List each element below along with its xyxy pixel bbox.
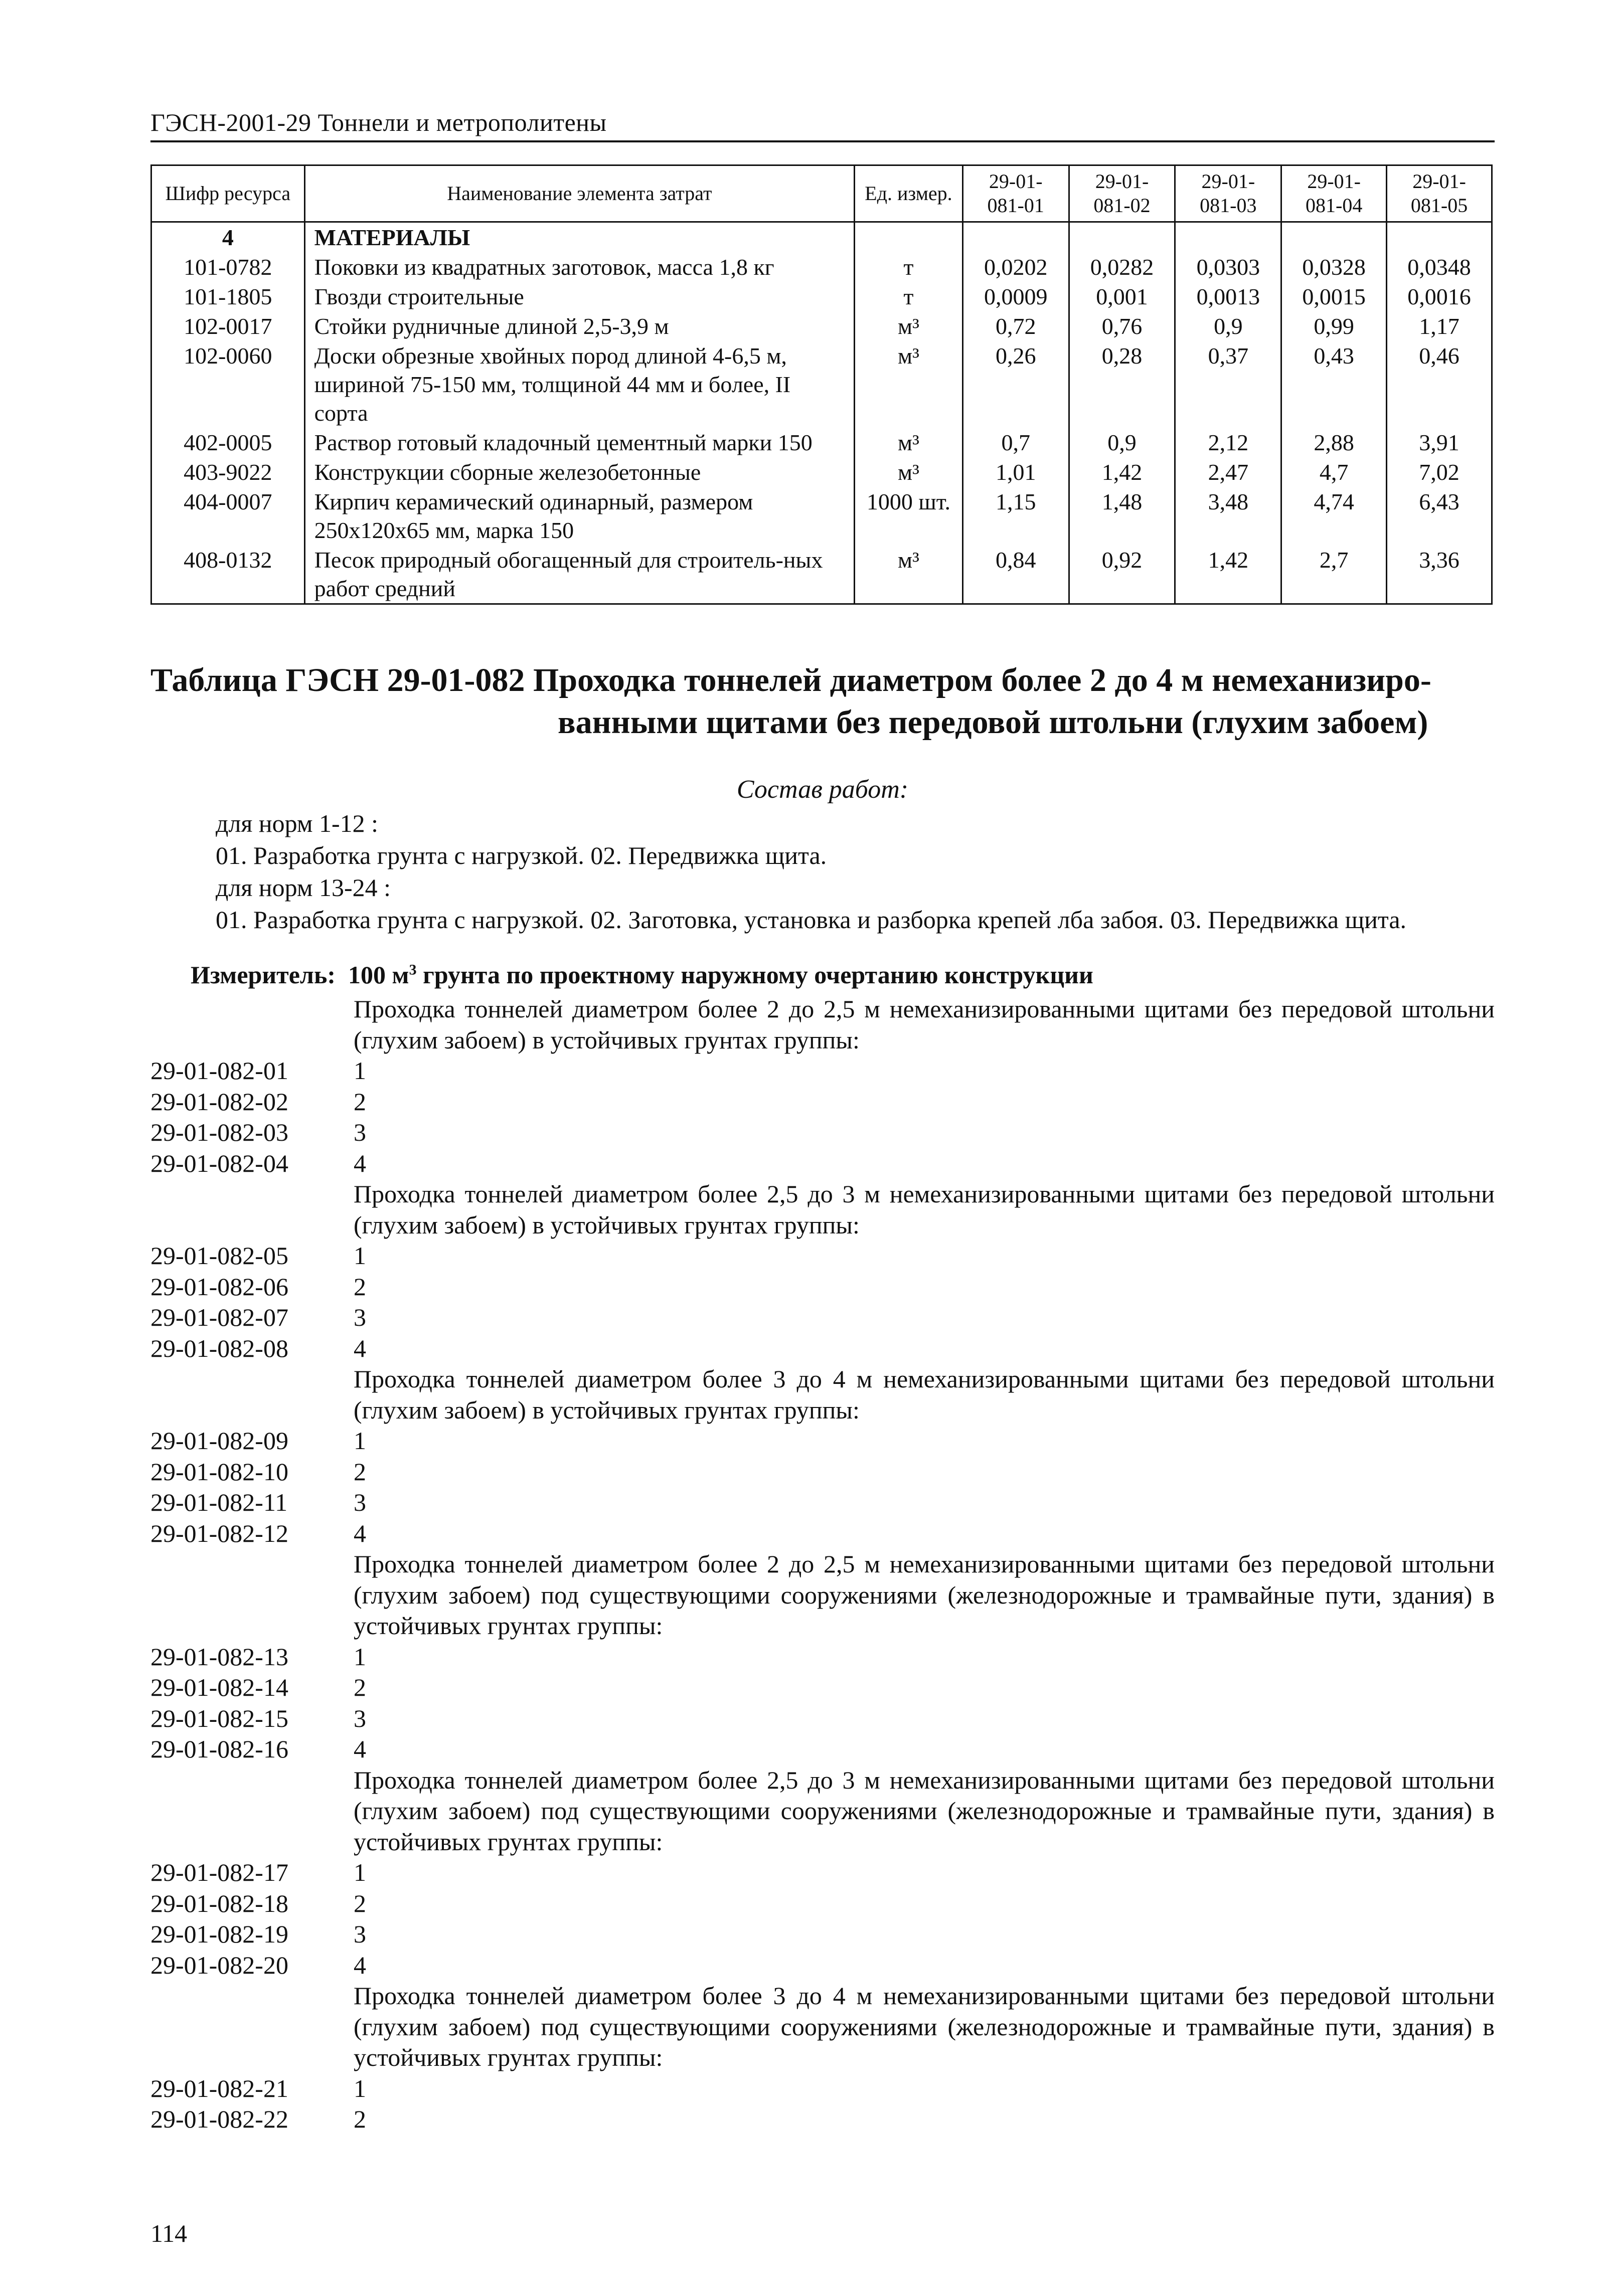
norm-value: 0,72	[962, 311, 1069, 341]
norm-group-description: Проходка тоннелей диаметром более 2 до 2,5 м немеханизированными щитами без передовой штольни (глухим забоем) под существующими сооружениями (железнодорожные и трамвайные пути, здания) в устойчивых грунтах группы:	[354, 1550, 1495, 1640]
soil-group-number: 4	[354, 1519, 366, 1547]
norm-row	[150, 1117, 1495, 1148]
norm-code: 29-01-082-13	[150, 1642, 288, 1671]
norm-row	[150, 1241, 1495, 1272]
soil-group-number: 1	[354, 2074, 366, 2102]
norm-row	[150, 1857, 1495, 1888]
norm-group-description: Проходка тоннелей диаметром более 3 до 4 м немеханизированными щитами без передовой штольни (глухим забоем) под существующими сооружениями (железнодорожные и трамвайные пути, здания) в устойчивых грунтах группы:	[354, 1982, 1495, 2071]
running-header: ГЭСН-2001-29 Тоннели и метрополитены	[150, 108, 607, 136]
norm-row	[150, 2104, 1495, 2135]
meter-exponent: 3	[409, 961, 417, 978]
resource-name: Гвозди строительные	[304, 282, 854, 311]
norm-value: 0,9	[1175, 311, 1281, 341]
norm-value: 3,48	[1175, 487, 1281, 545]
soil-group-number: 1	[354, 1642, 366, 1671]
norm-value: 2,7	[1281, 545, 1387, 604]
norm-value: 1,01	[962, 457, 1069, 487]
norm-group-description: Проходка тоннелей диаметром более 2,5 до 3 м немеханизированными щитами без передовой штольни (глухим забоем) в устойчивых грунтах группы:	[354, 1180, 1495, 1239]
norms-1-12-ops: 01. Разработка грунта с нагрузкой. 02. Передвижка щита.	[216, 841, 827, 869]
header-rule	[150, 140, 1495, 142]
norm-row	[150, 2073, 1495, 2104]
norm-row	[150, 1672, 1495, 1703]
section-row	[151, 222, 1492, 253]
norm-value: 4,74	[1281, 487, 1387, 545]
norm-code: 29-01-082-21	[150, 2074, 288, 2102]
soil-group-number: 1	[354, 1242, 366, 1270]
resource-table	[150, 164, 1493, 605]
soil-group-number: 3	[354, 1118, 366, 1146]
soil-group-number: 3	[354, 1303, 366, 1331]
meter-label: Измеритель:	[191, 961, 336, 989]
norm-row	[150, 1734, 1495, 1765]
table-body	[151, 222, 1492, 604]
table-row	[151, 457, 1492, 487]
work-composition	[150, 807, 1495, 936]
soil-group-number: 2	[354, 2105, 366, 2133]
norm-value: 0,76	[1069, 311, 1175, 341]
norm-value: 2,47	[1175, 457, 1281, 487]
page-number: 114	[150, 2219, 188, 2247]
norm-value: 7,02	[1387, 457, 1492, 487]
norm-code: 29-01-082-16	[150, 1735, 288, 1763]
table-title-line1: Таблица ГЭСН 29-01-082 Проходка тоннелей диаметром более 2 до 4 м немеханизиро-	[150, 662, 1431, 698]
norm-value: 0,99	[1281, 311, 1387, 341]
resource-code: 102-0017	[151, 311, 305, 341]
resource-name: Песок природный обогащенный для строитель-ных работ средний	[304, 545, 854, 604]
resource-name: Кирпич керамический одинарный, размером 250х120х65 мм, марка 150	[304, 487, 854, 545]
col-header-norm: 29-01- 081-01	[962, 165, 1069, 222]
soil-group-number: 4	[354, 1149, 366, 1177]
table-row	[151, 282, 1492, 311]
norm-value: 0,001	[1069, 282, 1175, 311]
soil-group-number: 3	[354, 1488, 366, 1516]
table-row	[151, 252, 1492, 282]
norm-value: 0,9	[1069, 428, 1175, 457]
norm-code: 29-01-082-02	[150, 1087, 288, 1116]
norm-row	[150, 1457, 1495, 1488]
norm-value: 1,15	[962, 487, 1069, 545]
norm-code: 29-01-082-07	[150, 1303, 288, 1331]
norm-value: 0,37	[1175, 341, 1281, 428]
norm-code: 29-01-082-20	[150, 1951, 288, 1979]
table-row	[151, 311, 1492, 341]
soil-group-number: 4	[354, 1735, 366, 1763]
norm-code: 29-01-082-14	[150, 1673, 288, 1701]
soil-group-number: 1	[354, 1056, 366, 1085]
norm-group-description: Проходка тоннелей диаметром более 2,5 до 3 м немеханизированными щитами без передовой штольни (глухим забоем) под существующими сооружениями (железнодорожные и трамвайные пути, здания) в устойчивых грунтах группы:	[354, 1765, 1495, 1856]
soil-group-number: 3	[354, 1920, 366, 1948]
norm-row	[150, 1333, 1495, 1364]
norm-row	[150, 1087, 1495, 1118]
norm-row	[150, 1703, 1495, 1734]
resource-unit: м³	[855, 341, 963, 428]
resource-name: Раствор готовый кладочный цементный марки 150	[304, 428, 854, 457]
norm-row	[150, 1302, 1495, 1333]
table-row	[151, 487, 1492, 545]
norm-code: 29-01-082-04	[150, 1149, 288, 1177]
norm-row	[150, 1272, 1495, 1303]
soil-group-number: 1	[354, 1858, 366, 1886]
norm-value: 1,17	[1387, 311, 1492, 341]
norm-code: 29-01-082-05	[150, 1242, 288, 1270]
section-name: МАТЕРИАЛЫ	[304, 222, 854, 253]
resource-unit: 1000 шт.	[855, 487, 963, 545]
norm-value: 0,0282	[1069, 252, 1175, 282]
norm-row	[150, 1148, 1495, 1179]
table-header-row	[151, 165, 1492, 222]
norms-1-12-label: для норм 1-12 :	[216, 809, 379, 837]
norm-value: 0,0348	[1387, 252, 1492, 282]
norm-value: 0,84	[962, 545, 1069, 604]
norm-code: 29-01-082-17	[150, 1858, 288, 1886]
norm-value: 3,36	[1387, 545, 1492, 604]
resource-name: Доски обрезные хвойных пород длиной 4-6,5 м, шириной 75-150 мм, толщиной 44 мм и более, II сорта	[304, 341, 854, 428]
norm-row	[150, 1487, 1495, 1518]
resource-unit: м³	[855, 545, 963, 604]
norm-code: 29-01-082-09	[150, 1427, 288, 1455]
resource-code: 404-0007	[151, 487, 305, 545]
resource-unit: м³	[855, 428, 963, 457]
resource-name: Поковки из квадратных заготовок, масса 1,8 кг	[304, 252, 854, 282]
norm-code: 29-01-082-06	[150, 1272, 288, 1301]
soil-group-number: 2	[354, 1673, 366, 1701]
meter-value: 100 м	[348, 961, 409, 989]
norm-value: 0,26	[962, 341, 1069, 428]
resource-unit: т	[855, 282, 963, 311]
norm-value: 0,0303	[1175, 252, 1281, 282]
norm-value: 6,43	[1387, 487, 1492, 545]
norm-row	[150, 1642, 1495, 1673]
norm-row	[150, 1919, 1495, 1950]
soil-group-number: 2	[354, 1087, 366, 1116]
resource-name: Конструкции сборные железобетонные	[304, 457, 854, 487]
soil-group-number: 2	[354, 1272, 366, 1301]
table-row	[151, 428, 1492, 457]
norm-code: 29-01-082-15	[150, 1704, 288, 1732]
norm-value: 1,48	[1069, 487, 1175, 545]
soil-group-number: 2	[354, 1457, 366, 1486]
norm-code: 29-01-082-08	[150, 1334, 288, 1362]
norm-value: 0,0328	[1281, 252, 1387, 282]
norm-code: 29-01-082-01	[150, 1056, 288, 1085]
norm-value: 0,0015	[1281, 282, 1387, 311]
norm-row	[150, 1518, 1495, 1549]
resource-unit: т	[855, 252, 963, 282]
measurement-unit	[191, 960, 1093, 989]
norm-code: 29-01-082-12	[150, 1519, 288, 1547]
norm-value: 4,7	[1281, 457, 1387, 487]
resource-code: 402-0005	[151, 428, 305, 457]
norm-value: 3,91	[1387, 428, 1492, 457]
norms-13-24-ops: 01. Разработка грунта с нагрузкой. 02. Заготовка, установка и разборка крепей лба забоя. 03. Передвижка щита.	[216, 906, 1407, 934]
norm-value: 0,0202	[962, 252, 1069, 282]
norm-value: 0,43	[1281, 341, 1387, 428]
soil-group-number: 3	[354, 1704, 366, 1732]
norm-value: 1,42	[1069, 457, 1175, 487]
norm-list	[150, 994, 1495, 2135]
composition-title: Состав работ:	[736, 775, 909, 804]
norm-value: 0,92	[1069, 545, 1175, 604]
resource-name: Стойки рудничные длиной 2,5-3,9 м	[304, 311, 854, 341]
norm-code: 29-01-082-19	[150, 1920, 288, 1948]
resource-code: 403-9022	[151, 457, 305, 487]
norm-code: 29-01-082-11	[150, 1488, 288, 1516]
norm-value: 1,42	[1175, 545, 1281, 604]
norm-group-description: Проходка тоннелей диаметром более 3 до 4 м немеханизированными щитами без передовой штольни (глухим забоем) в устойчивых грунтах группы:	[354, 1365, 1495, 1424]
col-header-unit: Ед. измер.	[855, 165, 963, 222]
soil-group-number: 4	[354, 1951, 366, 1979]
resource-code: 101-1805	[151, 282, 305, 311]
norm-value: 0,46	[1387, 341, 1492, 428]
soil-group-number: 1	[354, 1427, 366, 1455]
col-header-code: Шифр ресурса	[151, 165, 305, 222]
norm-code: 29-01-082-22	[150, 2105, 288, 2133]
norm-row	[150, 1888, 1495, 1919]
norm-row	[150, 1426, 1495, 1457]
col-header-norm: 29-01- 081-02	[1069, 165, 1175, 222]
meter-description: грунта по проектному наружному очертанию конструкции	[416, 961, 1093, 989]
norm-value: 0,7	[962, 428, 1069, 457]
col-header-norm: 29-01- 081-04	[1281, 165, 1387, 222]
norm-row	[150, 1055, 1495, 1087]
resource-code: 102-0060	[151, 341, 305, 428]
col-header-name: Наименование элемента затрат	[304, 165, 854, 222]
norm-value: 2,88	[1281, 428, 1387, 457]
table-title-line2: ванными щитами без передовой штольни (глухим забоем)	[558, 704, 1428, 741]
norm-value: 0,0016	[1387, 282, 1492, 311]
norm-value: 0,0013	[1175, 282, 1281, 311]
resource-code: 408-0132	[151, 545, 305, 604]
soil-group-number: 4	[354, 1334, 366, 1362]
norms-13-24-label: для норм 13-24 :	[216, 873, 391, 902]
norm-value: 0,28	[1069, 341, 1175, 428]
col-header-norm: 29-01- 081-03	[1175, 165, 1281, 222]
table-row	[151, 545, 1492, 604]
soil-group-number: 2	[354, 1889, 366, 1917]
table-title	[150, 659, 1495, 744]
norm-code: 29-01-082-10	[150, 1457, 288, 1486]
norm-row	[150, 1950, 1495, 1981]
col-header-norm: 29-01- 081-05	[1387, 165, 1492, 222]
norm-code: 29-01-082-03	[150, 1118, 288, 1146]
resource-unit: м³	[855, 457, 963, 487]
resource-code: 101-0782	[151, 252, 305, 282]
section-code: 4	[151, 222, 305, 253]
norm-value: 0,0009	[962, 282, 1069, 311]
norm-value: 2,12	[1175, 428, 1281, 457]
table-row	[151, 341, 1492, 428]
norm-group-description: Проходка тоннелей диаметром более 2 до 2,5 м немеханизированными щитами без передовой штольни (глухим забоем) в устойчивых грунтах группы:	[354, 995, 1495, 1054]
resource-unit: м³	[855, 311, 963, 341]
document-page	[150, 0, 1495, 2296]
norm-code: 29-01-082-18	[150, 1889, 288, 1917]
